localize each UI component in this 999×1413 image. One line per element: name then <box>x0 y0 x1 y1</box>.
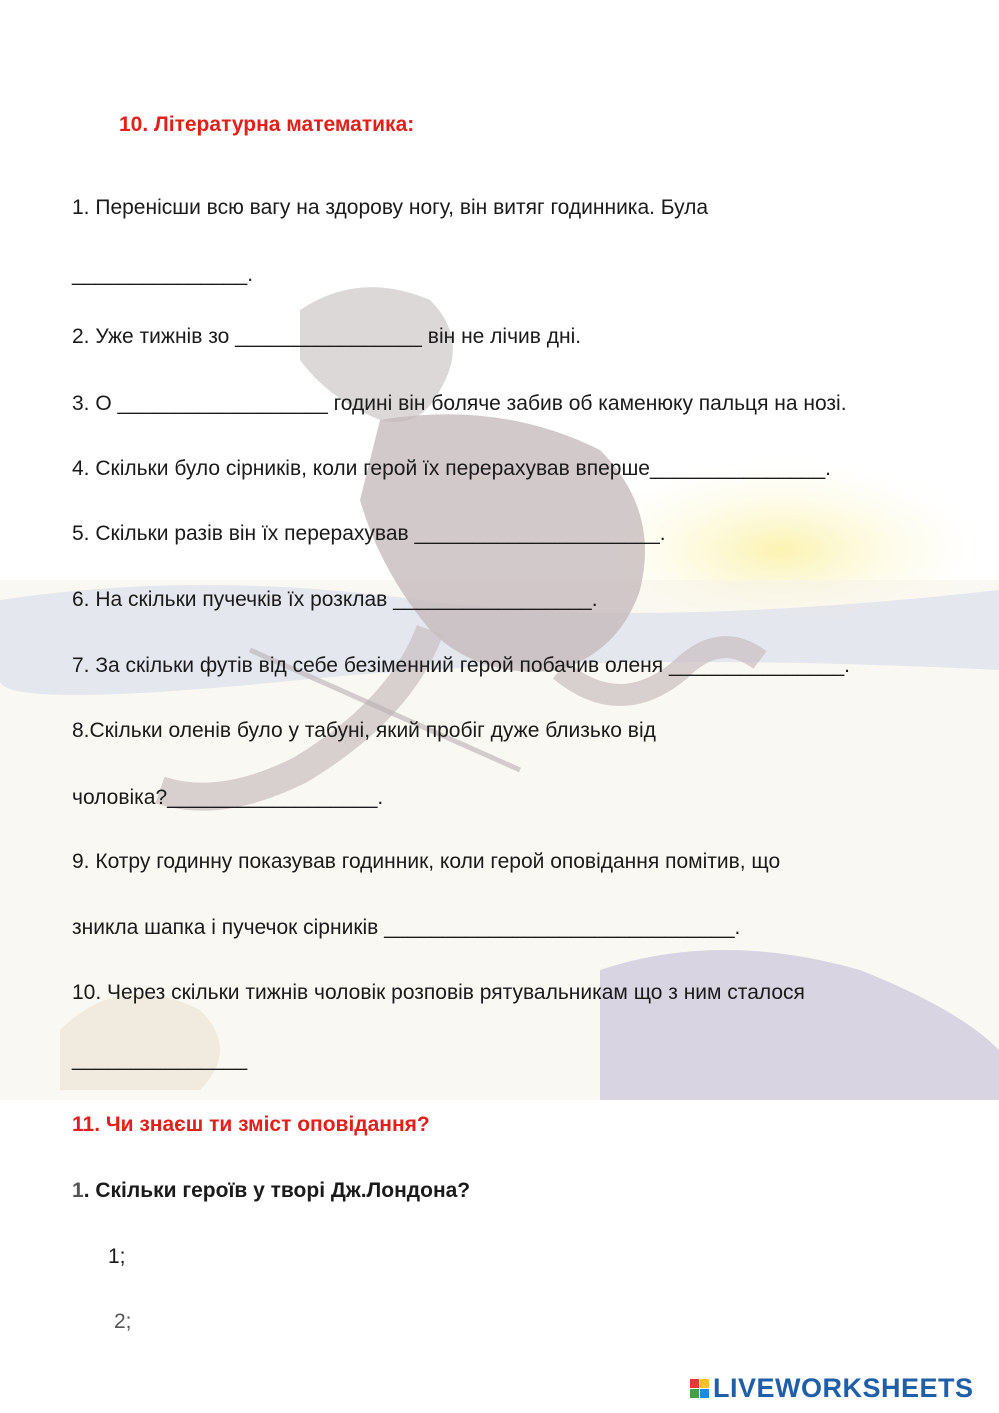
liveworksheets-icon <box>690 1379 709 1398</box>
answer-option[interactable]: 2; <box>114 1310 132 1333</box>
section-11-title: 11. Чи знаєш ти зміст оповідання? <box>72 1113 430 1136</box>
question-text: . Скільки героїв у творі Дж.Лондона? <box>83 1179 471 1202</box>
question-line: 6. На скільки пучечків їх розклав _________________. <box>72 588 598 611</box>
question-line: 3. О __________________ годині він боляче забив об каменюку пальця на нозі. <box>72 392 847 415</box>
question-line: 8.Скільки оленів було у табуні, який пробіг дуже близько від <box>72 719 656 742</box>
question-line: 10. Через скільки тижнів чоловік розповів рятувальникам що з ним сталося <box>72 981 805 1004</box>
question-line: 1. Перенісши всю вагу на здорову ногу, він витяг годинника. Була <box>72 196 709 219</box>
answer-blank[interactable]: _______________ <box>72 1048 248 1071</box>
liveworksheets-logo <box>690 1373 974 1404</box>
question-line: 9. Котру годинну показував годинник, коли герой оповідання помітив, що <box>72 850 781 873</box>
question-line: 7. За скільки футів від себе безіменний герой побачив оленя _______________. <box>72 654 850 677</box>
answer-option[interactable]: 1; <box>108 1245 126 1268</box>
question-line: зникла шапка і пучечок сірників ______________________________. <box>72 916 741 939</box>
section-10-title: 10. Літературна математика: <box>119 113 415 136</box>
quiz-question <box>72 1178 470 1204</box>
question-line: 5. Скільки разів він їх перерахував _____________________. <box>72 522 666 545</box>
question-number: 1 <box>72 1179 84 1202</box>
logo-text: LIVEWORKSHEETS <box>713 1373 974 1403</box>
question-line: 2. Уже тижнів зо ________________ він не лічив дні. <box>72 325 582 348</box>
answer-blank[interactable]: _______________. <box>72 263 254 286</box>
question-line: 4. Скільки було сірників, коли герой їх перерахував вперше_______________. <box>72 457 831 480</box>
question-line: чоловіка?__________________. <box>72 786 384 809</box>
